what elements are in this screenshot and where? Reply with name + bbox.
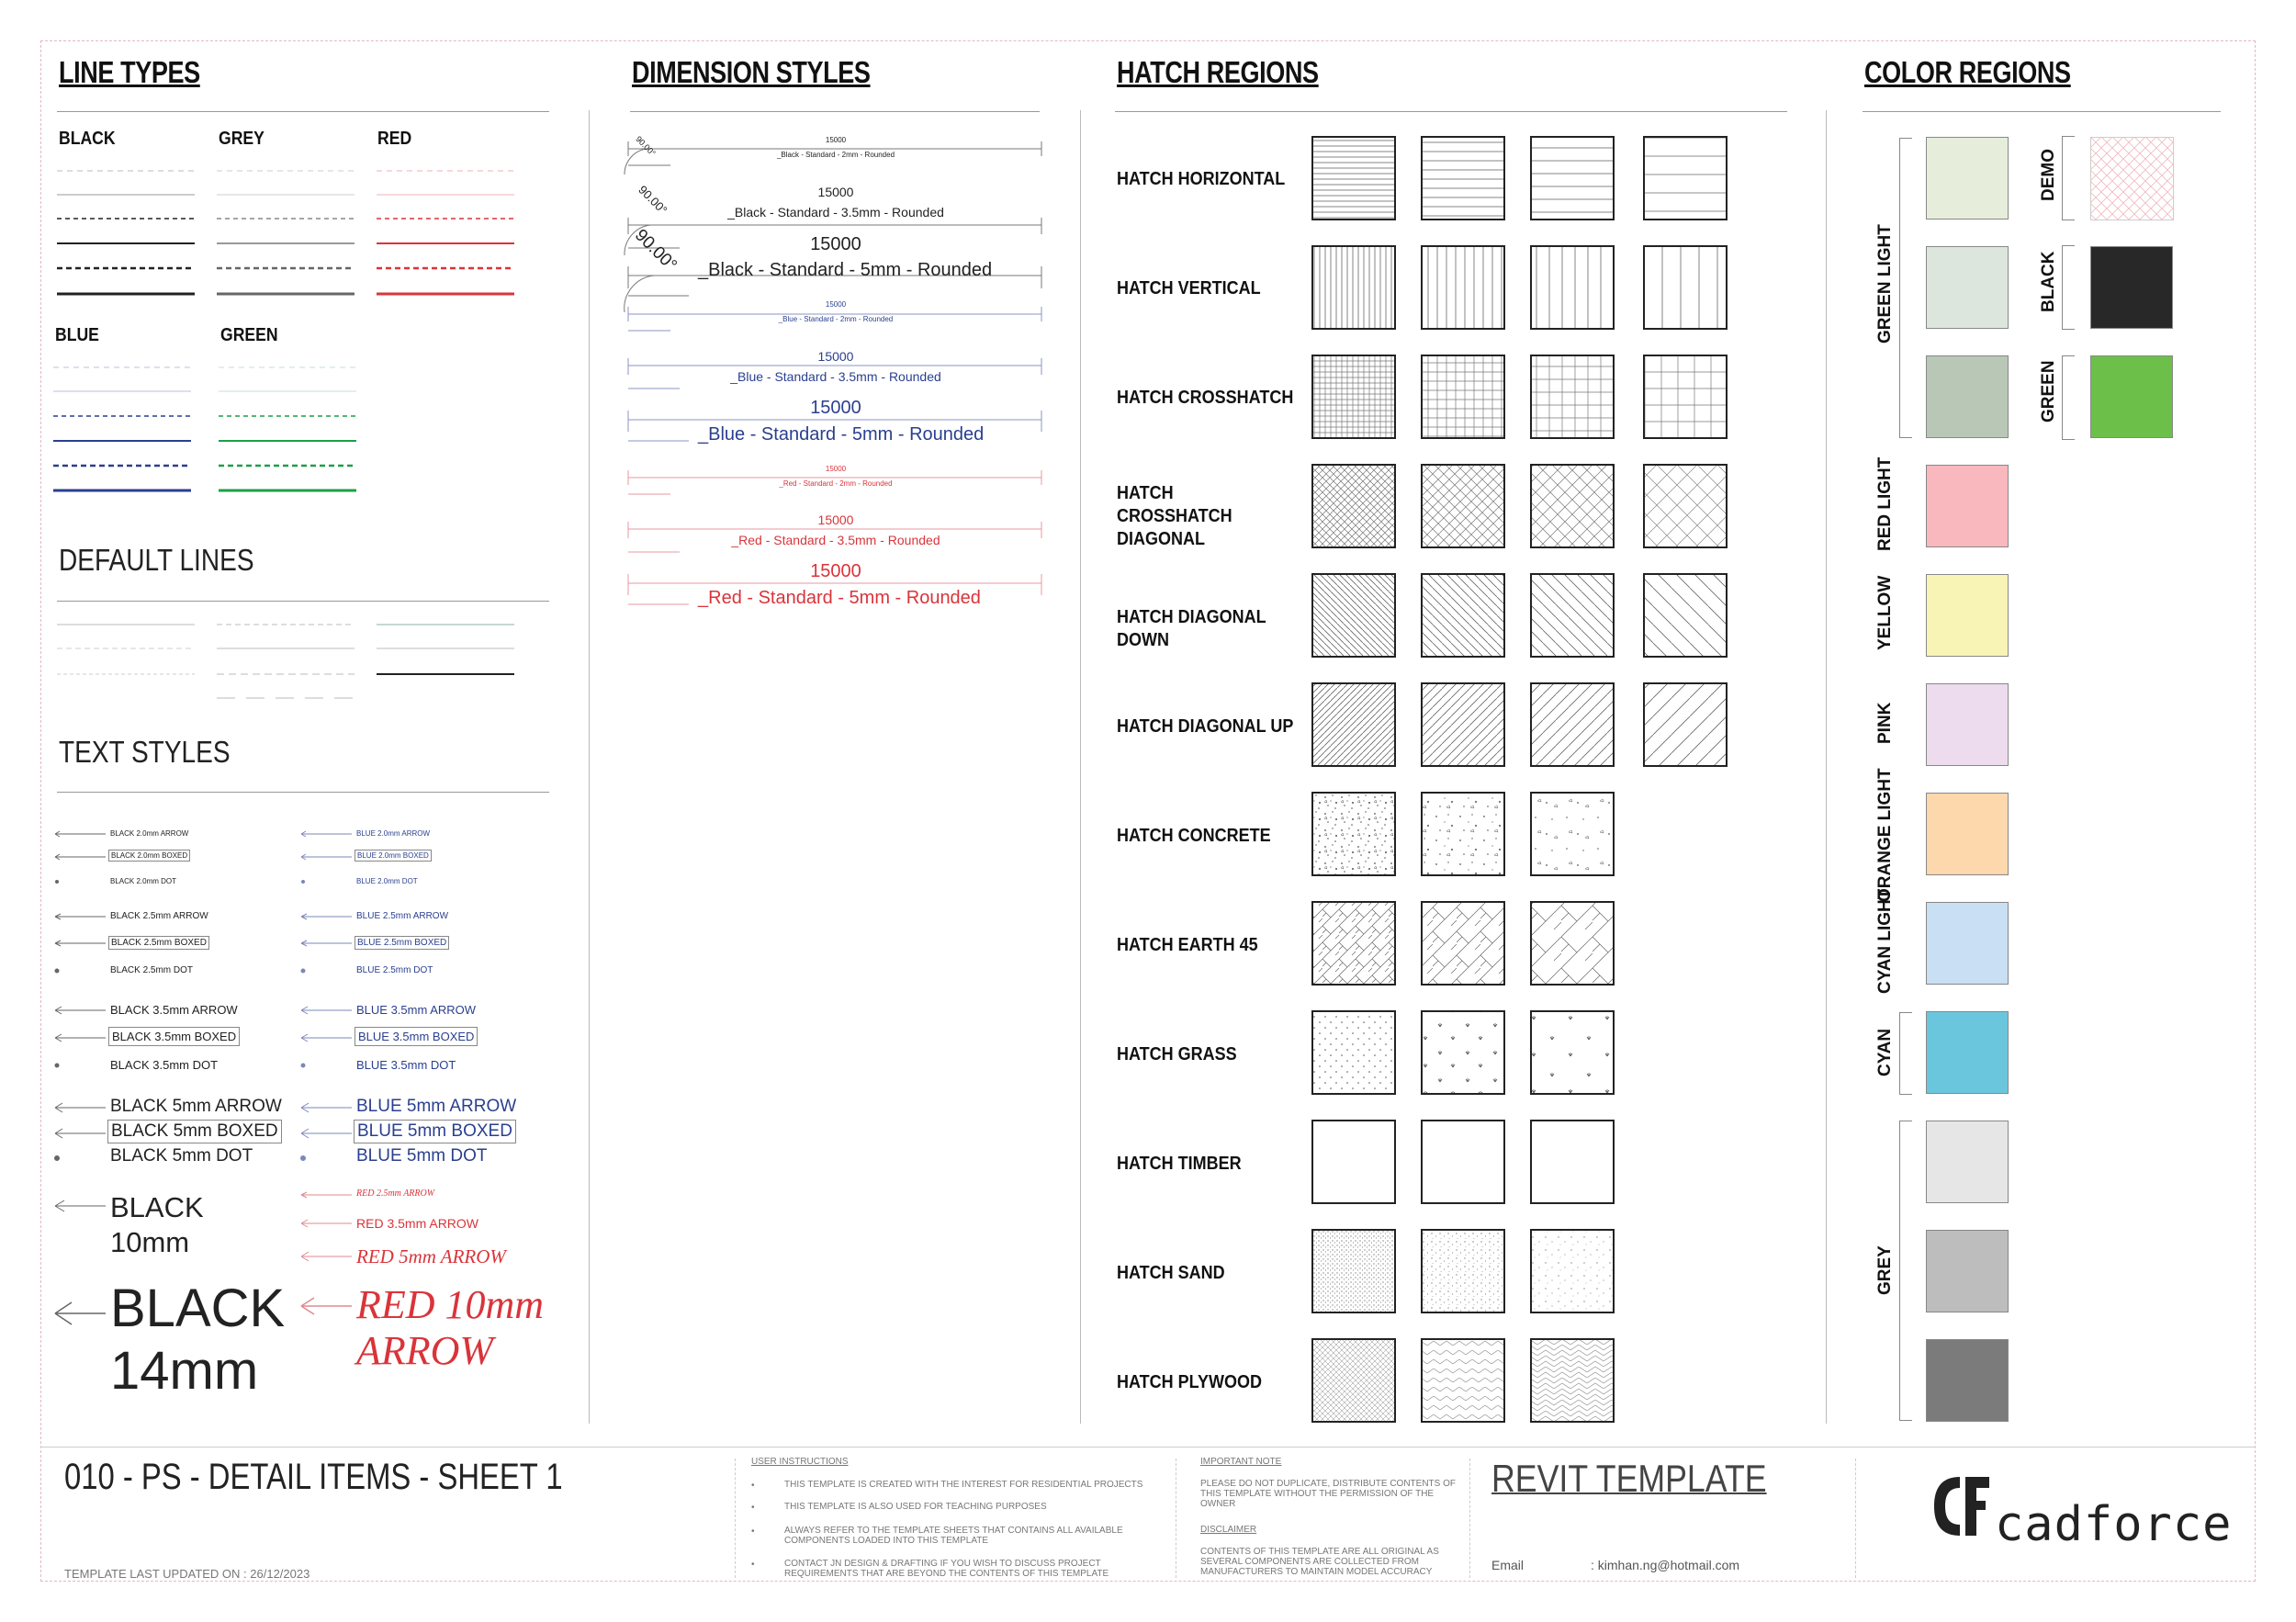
- dimension-value: 15000: [825, 465, 847, 473]
- instruction: THIS TEMPLATE IS ALSO USED FOR TEACHING PURPOSES: [784, 1502, 1047, 1512]
- text-style-blue-5-boxed: BLUE 5mm BOXED: [354, 1120, 516, 1143]
- color-group-label: GREY: [1875, 1245, 1895, 1295]
- text-style-black-5-dot: BLACK 5mm DOT: [110, 1146, 253, 1166]
- dimension-value: 15000: [810, 398, 861, 418]
- color-swatch-orange-light: [1926, 793, 2009, 875]
- text-style-blue-5-dot: BLUE 5mm DOT: [356, 1146, 488, 1166]
- bracket: [2062, 245, 2075, 330]
- text-style-red-10-line1: RED 10mm: [356, 1282, 545, 1327]
- color-swatch-grey-1: [1926, 1121, 2009, 1203]
- hatch-label: HATCH HORIZONTAL: [1117, 169, 1286, 189]
- text-style-black-35-arrow: BLACK 3.5mm ARROW: [110, 1003, 238, 1017]
- line-type-grey-label: GREY: [219, 129, 264, 149]
- text-style-blue-35-arrow: BLUE 3.5mm ARROW: [356, 1003, 477, 1017]
- dimension-label: _Black - Standard - 5mm - Rounded: [698, 260, 993, 280]
- color-swatch-demo: [2090, 137, 2175, 221]
- color-swatch-green-light-1: [1926, 137, 2009, 220]
- text-style-blue-2-boxed: BLUE 2.0mm BOXED: [355, 850, 432, 862]
- hatch-row-sand: [1312, 1230, 1614, 1312]
- color-swatch-grey-2: [1926, 1230, 2009, 1312]
- instruction: THIS TEMPLATE IS CREATED WITH THE INTEREST FOR RESIDENTIAL PROJECTS: [784, 1480, 1143, 1490]
- line-type-black-label: BLACK: [59, 129, 116, 149]
- line-types-heading: LINE TYPES: [59, 55, 200, 89]
- text-style-blue-35-dot: BLUE 3.5mm DOT: [356, 1058, 456, 1072]
- color-group-label: GREEN LIGHT: [1875, 224, 1895, 344]
- text-style-black-5-boxed: BLACK 5mm BOXED: [107, 1120, 282, 1143]
- text-style-blue-25-dot: BLUE 2.5mm DOT: [356, 965, 433, 975]
- text-style-blue-2-arrow: BLUE 2.0mm ARROW: [356, 829, 431, 838]
- text-style-black-25-dot: BLACK 2.5mm DOT: [110, 965, 194, 975]
- color-group-label: DEMO: [2039, 149, 2058, 201]
- title-block-divider: [1469, 1459, 1470, 1578]
- hatch-row-diagonal-down: [1312, 574, 1727, 657]
- dimension-value: 15000: [825, 136, 847, 144]
- dimension-label: _Red - Standard - 3.5mm - Rounded: [731, 533, 940, 547]
- color-swatch-green-light-2: [1926, 246, 2009, 329]
- dimension-value: 15000: [810, 561, 861, 581]
- hatch-row-diagonal-up: [1312, 683, 1727, 766]
- text-style-blue-2-dot: BLUE 2.0mm DOT: [356, 877, 418, 885]
- bracket: [2062, 355, 2075, 440]
- sheet-title: 010 - PS - DETAIL ITEMS - SHEET 1: [64, 1457, 563, 1497]
- hatch-regions-heading: HATCH REGIONS: [1117, 55, 1319, 89]
- dimension-value: 15000: [825, 300, 847, 309]
- color-group-label: RED LIGHT: [1875, 456, 1895, 551]
- text-style-black-14-line1: BLACK: [110, 1278, 286, 1338]
- color-swatch-yellow: [1926, 574, 2009, 657]
- text-style-black-2-arrow: BLACK 2.0mm ARROW: [110, 829, 189, 838]
- text-style-black-5-arrow: BLACK 5mm ARROW: [110, 1097, 282, 1116]
- hatch-row-vertical: [1312, 246, 1727, 329]
- dimension-styles-heading: DIMENSION STYLES: [632, 55, 871, 89]
- dimension-value: 15000: [817, 513, 854, 527]
- instruction: CONTACT JN DESIGN & DRAFTING IF YOU WISH TO DISCUSS PROJECT REQUIREMENTS THAT ARE BEYOND THE CONTENTS OF THIS TEMPLATE: [784, 1559, 1109, 1579]
- hatch-label: HATCH DIAGONAL UP: [1117, 716, 1294, 737]
- color-group-label: PINK: [1875, 702, 1895, 744]
- title-block-divider: [1855, 1459, 1856, 1578]
- text-style-red-35-arrow: RED 3.5mm ARROW: [356, 1216, 479, 1231]
- cadforce-logo-icon: [1929, 1470, 1993, 1552]
- bullet: •: [751, 1526, 755, 1537]
- hatch-row-earth: [1312, 902, 1614, 985]
- color-regions-heading: COLOR REGIONS: [1864, 55, 2071, 89]
- disclaimer: CONTENTS OF THIS TEMPLATE ARE ALL ORIGINAL AS SEVERAL COMPONENTS ARE COLLECTED FROM MANUFACTURERS TO MAINTAIN MODEL ACCURACY: [1200, 1547, 1439, 1577]
- divider: [1863, 111, 2221, 112]
- color-group-label: CYAN: [1875, 1028, 1895, 1076]
- default-lines-heading: DEFAULT LINES: [59, 543, 254, 577]
- bracket: [1899, 138, 1912, 438]
- text-style-red-10-line2: ARROW: [356, 1328, 494, 1373]
- line-type-green-label: GREEN: [220, 325, 278, 345]
- hatch-label: HATCH TIMBER: [1117, 1154, 1242, 1174]
- instruction: ALWAYS REFER TO THE TEMPLATE SHEETS THAT CONTAINS ALL AVAILABLE COMPONENTS LOADED INTO THIS TEMPLATE: [784, 1526, 1123, 1546]
- hatch-row-plywood: [1312, 1339, 1614, 1422]
- dimension-label: _Black - Standard - 3.5mm - Rounded: [727, 205, 944, 220]
- hatch-row-crosshatch: [1312, 355, 1727, 438]
- dimension-label: _Red - Standard - 5mm - Rounded: [698, 588, 981, 608]
- text-style-black-35-dot: BLACK 3.5mm DOT: [110, 1058, 219, 1072]
- dimension-label: _Blue - Standard - 3.5mm - Rounded: [730, 369, 941, 384]
- text-style-blue-25-arrow: BLUE 2.5mm ARROW: [356, 911, 449, 921]
- hatch-row-crosshatch-diagonal: [1312, 465, 1727, 547]
- hatch-row-timber: [1312, 1121, 1614, 1203]
- line-type-blue-label: BLUE: [55, 325, 99, 345]
- text-style-red-25-arrow: RED 2.5mm ARROW: [356, 1188, 435, 1199]
- updated-date: TEMPLATE LAST UPDATED ON : 26/12/2023: [64, 1567, 310, 1581]
- color-swatch-cyan: [1926, 1011, 2009, 1094]
- hatch-label: HATCH CROSSHATCH: [1117, 388, 1294, 408]
- text-style-black-2-dot: BLACK 2.0mm DOT: [110, 877, 177, 885]
- title-block-divider: [735, 1459, 736, 1578]
- dimension-label: _Black - Standard - 2mm - Rounded: [776, 151, 895, 159]
- color-swatch-red-light: [1926, 465, 2009, 547]
- text-style-black-14-line2: 14mm: [110, 1341, 259, 1401]
- hatch-label: HATCH EARTH 45: [1117, 935, 1258, 955]
- hatch-row-grass: [1312, 1011, 1614, 1094]
- bullet: •: [751, 1481, 755, 1491]
- text-style-black-2-boxed: BLACK 2.0mm BOXED: [108, 850, 190, 862]
- bracket: [1899, 1012, 1912, 1095]
- hatch-label: HATCH PLYWOOD: [1117, 1372, 1263, 1392]
- text-style-blue-35-boxed: BLUE 3.5mm BOXED: [355, 1027, 478, 1046]
- disclaimer-title: DISCLAIMER: [1200, 1525, 1257, 1535]
- hatch-label: HATCH CROSSHATCH DIAGONAL: [1117, 483, 1232, 549]
- text-styles-heading: TEXT STYLES: [59, 735, 231, 769]
- dimension-angle: 90.00°: [634, 134, 658, 158]
- line-type-red-label: RED: [377, 129, 412, 149]
- color-group-label: BLACK: [2039, 251, 2058, 312]
- text-style-black-25-arrow: BLACK 2.5mm ARROW: [110, 911, 208, 921]
- bullet: •: [751, 1503, 755, 1513]
- color-swatch-green: [2090, 355, 2173, 438]
- color-swatch-cyan-light: [1926, 902, 2009, 985]
- hatch-row-concrete: [1312, 793, 1614, 875]
- important-note-title: IMPORTANT NOTE: [1200, 1457, 1282, 1467]
- color-swatch-black: [2090, 246, 2173, 329]
- important-note: PLEASE DO NOT DUPLICATE, DISTRIBUTE CONTENTS OF THIS TEMPLATE WITHOUT THE PERMISSION OF THE OWNER: [1200, 1479, 1457, 1509]
- color-swatch-green-light-3: [1926, 355, 2009, 438]
- bullet: •: [751, 1560, 755, 1570]
- text-style-black-25-boxed: BLACK 2.5mm BOXED: [108, 936, 209, 950]
- bracket: [2062, 136, 2075, 220]
- color-group-label: GREEN: [2039, 360, 2058, 422]
- hatch-label: HATCH CONCRETE: [1117, 826, 1271, 846]
- hatch-label: HATCH VERTICAL: [1117, 278, 1261, 298]
- text-style-black-10-line1: BLACK: [110, 1191, 204, 1223]
- color-group-label: YELLOW: [1875, 575, 1895, 650]
- dimension-label: _Blue - Standard - 5mm - Rounded: [698, 424, 985, 445]
- color-group-label: ORANGE LIGHT: [1875, 768, 1895, 902]
- hatch-label: HATCH GRASS: [1117, 1044, 1237, 1064]
- hatch-label: HATCH SAND: [1117, 1263, 1225, 1283]
- revit-template-title: REVIT TEMPLATE: [1491, 1457, 1767, 1500]
- dimension-angle: 90.00°: [631, 225, 681, 276]
- dimension-value: 15000: [817, 349, 854, 364]
- dimension-value: 15000: [810, 234, 861, 254]
- text-style-black-35-boxed: BLACK 3.5mm BOXED: [108, 1027, 240, 1046]
- user-instructions-title: USER INSTRUCTIONS: [751, 1457, 849, 1467]
- dimension-angle: 90.00°: [636, 182, 670, 218]
- dimension-label: _Red - Standard - 2mm - Rounded: [779, 479, 893, 488]
- color-group-label: CYAN LIGHT: [1875, 888, 1895, 994]
- hatch-row-horizontal: [1312, 137, 1727, 220]
- text-style-red-5-arrow: RED 5mm ARROW: [356, 1245, 506, 1267]
- cadforce-logo-text: cadforce: [1995, 1497, 2233, 1552]
- dimension-label: _Blue - Standard - 2mm - Rounded: [778, 315, 894, 323]
- dimension-value: 15000: [817, 185, 854, 199]
- color-swatch-pink: [1926, 683, 2009, 766]
- text-style-black-10-line2: 10mm: [110, 1226, 190, 1258]
- text-style-blue-5-arrow: BLUE 5mm ARROW: [356, 1097, 517, 1116]
- hatch-label: HATCH DIAGONAL DOWN: [1117, 607, 1266, 650]
- color-swatch-grey-3: [1926, 1339, 2009, 1422]
- email-value: : kimhan.ng@hotmail.com: [1591, 1558, 1740, 1572]
- email-label: Email: [1491, 1558, 1525, 1572]
- bracket: [1899, 1121, 1912, 1421]
- text-style-blue-25-boxed: BLUE 2.5mm BOXED: [355, 936, 449, 950]
